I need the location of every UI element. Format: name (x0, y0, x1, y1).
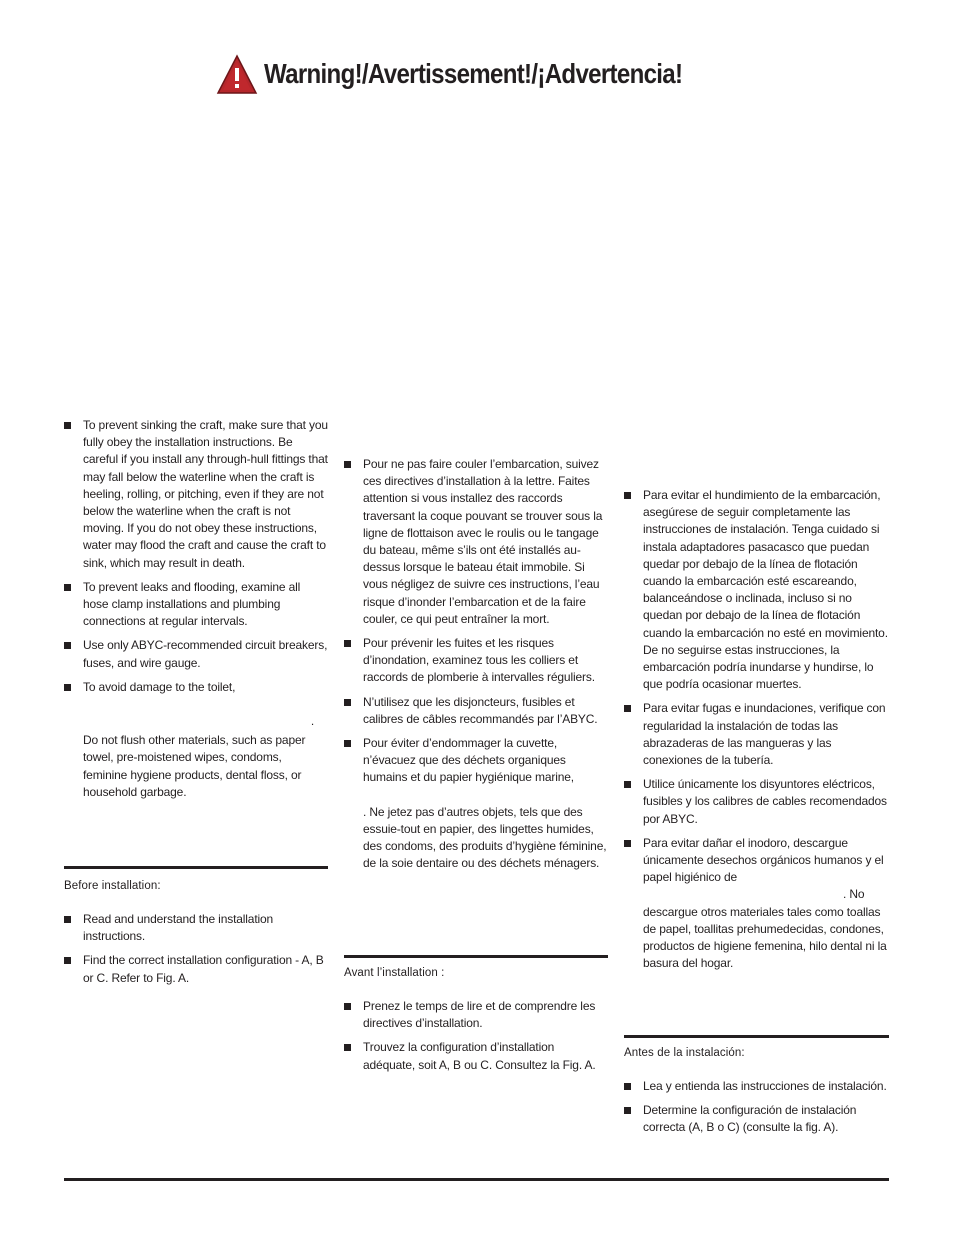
list-item: Prenez le temps de lire et de comprendre les directives d’installation. (344, 998, 608, 1032)
bullet-icon (624, 840, 631, 847)
bullet-icon (64, 642, 71, 649)
list-item: Trouvez la configuration d’installation adéquate, soit A, B ou C. Consultez la Fig. A. (344, 1039, 608, 1073)
spanish-warnings (624, 487, 890, 979)
list-item: Para evitar el hundimiento de la embarcación, asegúrese de seguir completamente las instrucciones de instalación. Tenga cuidado si instala adaptadores pasacasco que puedan quedar por debajo de la línea de flotación cuando la embarcación esté escareando, balanceándose o inclinada, incluso si no quedan por debajo de la línea de flotación cuando la embarcación no esté en movimiento. De no seguirse estas instrucciones, la embarcación podría inundarse y hundirse, lo que podría ocasionar muertes. (624, 487, 890, 693)
list-item: To prevent sinking the craft, make sure that you fully obey the installation instructions. Be careful if you install any through-hull fittings that may fall below the waterline when the craft is heeling, rolling, or pitching, even if they are not below the waterline when the craft is not moving. If you do not obey these instructions, water may flood the craft and cause the craft to sink, which may result in death. (64, 417, 328, 572)
list-item: Determine la configuración de instalación correcta (A, B o C) (consulte la fig. A). (624, 1102, 890, 1136)
spanish-steps (624, 1078, 890, 1144)
bullet-icon (344, 640, 351, 647)
bullet-icon (344, 1044, 351, 1051)
list-item: Pour prévenir les fuites et les risques d’inondation, examinez tous les colliers et raccords de plomberie à intervalles réguliers. (344, 635, 608, 687)
french-warnings (344, 456, 608, 879)
list-item: N’utilisez que les disjoncteurs, fusibles et calibres de câbles recommandés par l’ABYC. (344, 694, 608, 728)
bullet-icon (624, 492, 631, 499)
section-divider (624, 1035, 889, 1038)
section-divider (344, 955, 608, 958)
bullet-icon (344, 699, 351, 706)
footer-divider (64, 1178, 889, 1181)
english-steps (64, 911, 328, 994)
list-item: Para evitar fugas e inundaciones, verifique con regularidad la instalación de todas las abrazaderas de las mangueras y las conexiones de la tubería. (624, 700, 890, 769)
bullet-icon (624, 705, 631, 712)
bullet-icon (64, 684, 71, 691)
bullet-icon (344, 461, 351, 468)
bullet-icon (64, 957, 71, 964)
list-item: To prevent leaks and flooding, examine all hose clamp installations and plumbing connections at regular intervals. (64, 579, 328, 631)
list-item-toilet: Para evitar dañar el inodoro, descargue únicamente desechos orgánicos humanos y el papel higiénico de . No descargue otros materiales tales como toallas de papel, toallitas prehumedecidas, condones, productos de higiene femenina, hilo dental ni la basura del hogar. (624, 835, 890, 973)
warning-triangle-icon (216, 53, 258, 95)
bullet-icon (624, 1083, 631, 1090)
before-installation-heading: Before installation: (64, 880, 161, 892)
page-title: Warning!/Avertissement!/¡Advertencia! (264, 58, 683, 89)
list-item: Use only ABYC-recommended circuit breakers, fuses, and wire gauge. (64, 637, 328, 671)
bullet-icon (344, 740, 351, 747)
bullet-icon (624, 781, 631, 788)
before-installation-heading: Avant l’installation : (344, 967, 445, 979)
list-item: Read and understand the installation instructions. (64, 911, 328, 945)
french-steps (344, 998, 608, 1081)
list-item: Utilice únicamente los disyuntores eléctricos, fusibles y los calibres de cables recomendados por ABYC. (624, 776, 890, 828)
bullet-icon (344, 1003, 351, 1010)
list-item-toilet: Pour éviter d’endommager la cuvette, n’évacuez que des déchets organiques humains et du papier hygiénique marine, . Ne jetez pas d’autres objets, tels que des essuie-tout en papier, des lingettes humides, des condoms, des produits d’hygiène féminine, de la soie dentaire ou des déchets ménagers. (344, 735, 608, 872)
list-item: Find the correct installation configuration - A, B or C. Refer to Fig. A. (64, 952, 328, 986)
section-divider (64, 866, 328, 869)
bullet-icon (64, 584, 71, 591)
english-warnings (64, 417, 328, 808)
bullet-icon (64, 916, 71, 923)
list-item: Pour ne pas faire couler l’embarcation, suivez ces directives d’installation à la lettre. Faites attention si vous installez des raccords traversant la coque pouvant se trouver sous la ligne de flottaison avec le roulis ou le tangage du bateau, même s’ils ont été installés au-dessus lorsque le bateau était immobile. Si vous négligez de suivre ces instructions, l’eau risque d’inonder l’embarcation et de la faire couler, ce qui peut entraîner la mort. (344, 456, 608, 628)
bullet-icon (624, 1107, 631, 1114)
bullet-icon (64, 422, 71, 429)
list-item: Lea y entienda las instrucciones de instalación. (624, 1078, 890, 1095)
warning-header (216, 52, 750, 96)
before-installation-heading: Antes de la instalación: (624, 1047, 745, 1059)
list-item-toilet: To avoid damage to the toilet, . Do not flush other materials, such as paper towel, pre-moistened wipes, condoms, feminine hygiene products, dental floss, or household garbage. (64, 679, 328, 801)
